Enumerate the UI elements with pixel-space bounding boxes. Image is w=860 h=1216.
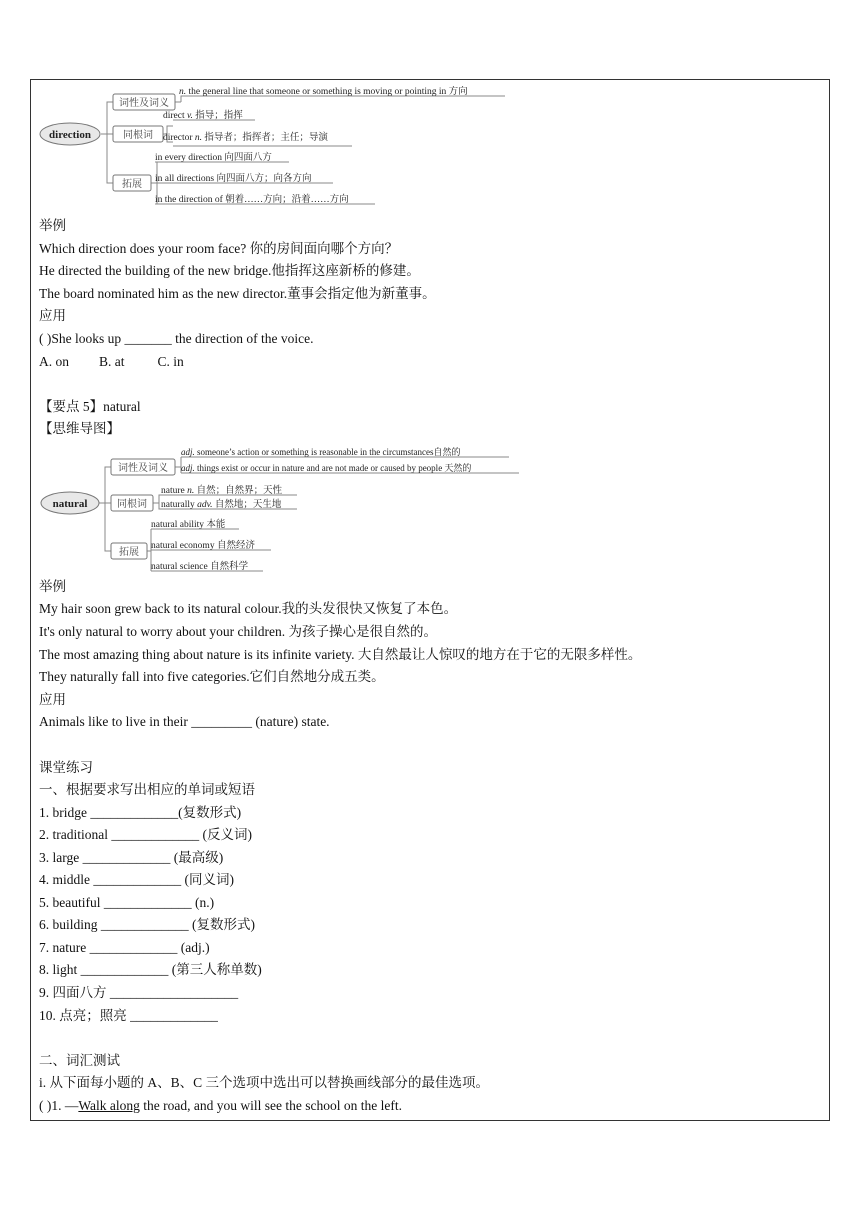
exercise-item: 3. large _____________ (最高级) [39, 850, 224, 865]
mindmap-natural [39, 443, 559, 580]
option-a: A. on [39, 354, 69, 369]
mindmap-leaf: in the direction of 朝着……方向；沿着……方向 [155, 195, 349, 205]
example-heading: 举例 [39, 579, 66, 594]
branch-label: 拓展 [119, 547, 139, 558]
mindmap-root: natural [52, 498, 88, 510]
mindmap-leaf: natural economy 自然经济 [151, 541, 255, 551]
mindmap-leaf: natural ability 本能 [151, 520, 226, 530]
example-sentence: The most amazing thing about nature is its infinite variety. 大自然最让人惊叹的地方在于它的无限多样性。 [39, 647, 642, 662]
vocab-question: ( )1. —Walk along the road, and you will see the school on the left. [39, 1098, 402, 1113]
mindmap-leaf: in every direction 向四面八方 [155, 153, 272, 163]
apply-heading: 应用 [39, 692, 66, 707]
branch-label: 拓展 [122, 179, 142, 190]
mindmap-title: 【思维导图】 [39, 421, 120, 436]
exercise-item: 9. 四面八方 ___________________ [39, 985, 239, 1000]
exercise-item: 1. bridge _____________(复数形式) [39, 805, 242, 820]
part1-title: 一、根据要求写出相应的单词或短语 [39, 782, 255, 797]
mindmap-leaf: director n. 指导者；指挥者；主任；导演 [163, 133, 328, 143]
mindmap-leaf: in all directions 向四面八方；向各方向 [155, 174, 312, 184]
example-heading: 举例 [39, 218, 66, 233]
question: ( )She looks up _______ the direction of the voice. [39, 331, 314, 346]
exercise-item: 7. nature _____________ (adj.) [39, 940, 210, 955]
apply-heading: 应用 [39, 308, 66, 323]
example-sentence: He directed the building of the new bridge.他指挥这座新桥的修建。 [39, 263, 420, 278]
example-sentence: Which direction does your room face? 你的房间面向哪个方向？ [39, 241, 399, 256]
mindmap-leaf: nature n. 自然；自然界；天性 [161, 486, 283, 496]
part2-instruction: i. 从下面每小题的 A、B、C 三个选项中选出可以替换画线部分的最佳选项。 [39, 1075, 490, 1090]
mindmap-leaf: naturally adv. 自然地；天生地 [161, 500, 282, 510]
example-sentence: My hair soon grew back to its natural colour.我的头发很快又恢复了本色。 [39, 601, 458, 616]
underlined-phrase: Walk along [78, 1098, 140, 1113]
question: Animals like to live in their _________ (nature) state. [39, 714, 330, 729]
mindmap-leaf: n. the general line that someone or something is moving or pointing in 方向 [179, 87, 468, 97]
part2-title: 二、词汇测试 [39, 1053, 120, 1068]
option-b: B. at [99, 354, 125, 369]
exercise-item: 8. light _____________ (第三人称单数) [39, 962, 262, 977]
exercise-item: 2. traditional _____________ (反义词) [39, 827, 252, 842]
exercise-item: 4. middle _____________ (同义词) [39, 872, 234, 887]
branch-label: 词性及词义 [119, 98, 169, 109]
mindmap-leaf: natural science 自然科学 [151, 562, 249, 572]
point-title: 【要点 5】natural [39, 399, 141, 414]
branch-label: 同根词 [117, 499, 147, 510]
option-c: C. in [157, 354, 184, 369]
practice-title: 课堂练习 [39, 760, 93, 775]
example-sentence: It's only natural to worry about your children. 为孩子操心是很自然的。 [39, 624, 437, 639]
answer-options [39, 353, 184, 371]
example-sentence: The board nominated him as the new director.董事会指定他为新董事。 [39, 286, 436, 301]
branch-label: 同根词 [123, 130, 153, 141]
exercise-item: 10. 点亮；照亮 _____________ [39, 1008, 218, 1023]
mindmap-leaf: adj. someone’s action or something is reasonable in the circumstances自然的 [181, 447, 461, 457]
mindmap-root: direction [49, 129, 91, 141]
mindmap-direction [39, 86, 559, 216]
branch-label: 词性及词义 [118, 463, 168, 474]
mindmap-leaf: direct v. 指导；指挥 [163, 111, 243, 121]
example-sentence: They naturally fall into five categories.它们自然地分成五类。 [39, 669, 385, 684]
exercise-item: 6. building _____________ (复数形式) [39, 917, 255, 932]
mindmap-leaf: adj. things exist or occur in nature and are not made or caused by people 天然的 [181, 463, 472, 473]
exercise-item: 5. beautiful _____________ (n.) [39, 895, 215, 910]
